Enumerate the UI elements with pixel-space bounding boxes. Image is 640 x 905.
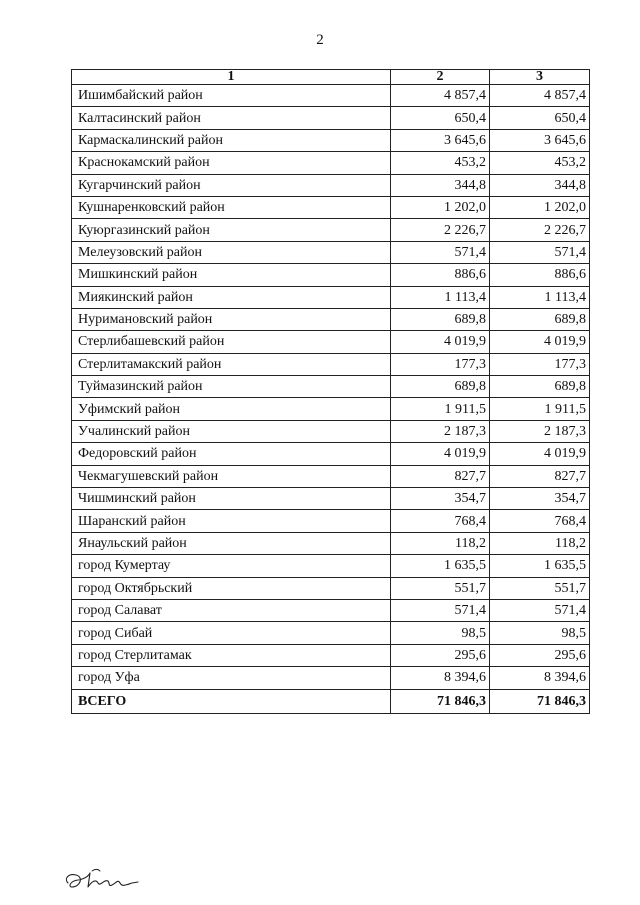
amount-cell-col3: 1 635,5 [490,555,590,577]
amount-cell-col3: 650,4 [490,107,590,129]
allocation-table [71,69,590,714]
amount-cell-col2: 98,5 [391,622,490,644]
amount-cell-col3: 344,8 [490,174,590,196]
district-name-cell: Ишимбайский район [72,85,391,107]
amount-cell-col2: 689,8 [391,308,490,330]
district-name-cell: Калтасинский район [72,107,391,129]
table-row [72,532,590,554]
amount-cell-col2: 3 645,6 [391,129,490,151]
amount-cell-col2: 551,7 [391,577,490,599]
total-amount-col3: 71 846,3 [490,689,590,713]
amount-cell-col2: 1 202,0 [391,196,490,218]
amount-cell-col2: 8 394,6 [391,667,490,689]
amount-cell-col2: 118,2 [391,532,490,554]
district-name-cell: Кармаскалинский район [72,129,391,151]
district-name-cell: Краснокамский район [72,152,391,174]
column-header-2: 2 [391,70,490,85]
amount-cell-col2: 571,4 [391,241,490,263]
amount-cell-col2: 827,7 [391,465,490,487]
table-row [72,376,590,398]
table-row [72,241,590,263]
table-row [72,644,590,666]
district-name-cell: город Стерлитамак [72,644,391,666]
amount-cell-col3: 768,4 [490,510,590,532]
amount-cell-col2: 2 187,3 [391,420,490,442]
handwritten-signature [62,865,142,893]
amount-cell-col3: 2 187,3 [490,420,590,442]
table-row [72,465,590,487]
district-name-cell: Нуримановский район [72,308,391,330]
table-row [72,174,590,196]
district-name-cell: Туймазинский район [72,376,391,398]
table-row [72,398,590,420]
district-name-cell: Янаульский район [72,532,391,554]
table-row [72,577,590,599]
column-header-1: 1 [72,70,391,85]
amount-cell-col2: 768,4 [391,510,490,532]
amount-cell-col2: 2 226,7 [391,219,490,241]
amount-cell-col3: 689,8 [490,376,590,398]
table-row [72,219,590,241]
amount-cell-col3: 886,6 [490,264,590,286]
district-name-cell: Кушнаренковский район [72,196,391,218]
district-name-cell: Стерлитамакский район [72,353,391,375]
amount-cell-col2: 453,2 [391,152,490,174]
amount-cell-col2: 4 857,4 [391,85,490,107]
amount-cell-col2: 4 019,9 [391,331,490,353]
amount-cell-col3: 689,8 [490,308,590,330]
district-name-cell: Чишминский район [72,488,391,510]
amount-cell-col3: 827,7 [490,465,590,487]
district-name-cell: Федоровский район [72,443,391,465]
amount-cell-col3: 98,5 [490,622,590,644]
amount-cell-col3: 118,2 [490,532,590,554]
amount-cell-col2: 689,8 [391,376,490,398]
amount-cell-col3: 571,4 [490,241,590,263]
table-row [72,308,590,330]
column-header-3: 3 [490,70,590,85]
table-body [72,85,590,714]
district-name-cell: Учалинский район [72,420,391,442]
district-name-cell: город Октябрьский [72,577,391,599]
table-row [72,420,590,442]
amount-cell-col3: 4 019,9 [490,331,590,353]
amount-cell-col3: 453,2 [490,152,590,174]
table-row [72,85,590,107]
table-row [72,599,590,621]
amount-cell-col3: 4 857,4 [490,85,590,107]
amount-cell-col2: 4 019,9 [391,443,490,465]
table-row [72,107,590,129]
amount-cell-col3: 571,4 [490,599,590,621]
district-name-cell: Уфимский район [72,398,391,420]
total-row [72,689,590,713]
amount-cell-col3: 2 226,7 [490,219,590,241]
district-name-cell: Мишкинский район [72,264,391,286]
district-name-cell: Стерлибашевский район [72,331,391,353]
amount-cell-col3: 295,6 [490,644,590,666]
district-name-cell: город Салават [72,599,391,621]
page-number: 2 [316,32,324,48]
amount-cell-col3: 177,3 [490,353,590,375]
district-name-cell: Кугарчинский район [72,174,391,196]
amount-cell-col3: 1 202,0 [490,196,590,218]
table-row [72,264,590,286]
table-row [72,443,590,465]
amount-cell-col3: 1 113,4 [490,286,590,308]
district-name-cell: город Кумертау [72,555,391,577]
amount-cell-col2: 1 635,5 [391,555,490,577]
table-row [72,667,590,689]
table-row [72,331,590,353]
district-name-cell: Куюргазинский район [72,219,391,241]
amount-cell-col3: 1 911,5 [490,398,590,420]
table-row [72,353,590,375]
table-row [72,152,590,174]
amount-cell-col2: 354,7 [391,488,490,510]
district-name-cell: город Сибай [72,622,391,644]
district-name-cell: Миякинский район [72,286,391,308]
amount-cell-col3: 8 394,6 [490,667,590,689]
district-name-cell: Мелеузовский район [72,241,391,263]
table-row [72,488,590,510]
amount-cell-col2: 1 911,5 [391,398,490,420]
table-row [72,129,590,151]
amount-cell-col3: 551,7 [490,577,590,599]
table-row [72,196,590,218]
amount-cell-col2: 344,8 [391,174,490,196]
table-header-row [72,70,590,85]
table-row [72,510,590,532]
amount-cell-col2: 886,6 [391,264,490,286]
table-row [72,622,590,644]
table-row [72,555,590,577]
total-amount-col2: 71 846,3 [391,689,490,713]
total-label-cell: ВСЕГО [72,689,391,713]
district-name-cell: город Уфа [72,667,391,689]
amount-cell-col2: 177,3 [391,353,490,375]
amount-cell-col2: 295,6 [391,644,490,666]
amount-cell-col2: 1 113,4 [391,286,490,308]
amount-cell-col2: 650,4 [391,107,490,129]
amount-cell-col3: 3 645,6 [490,129,590,151]
amount-cell-col3: 4 019,9 [490,443,590,465]
district-name-cell: Шаранский район [72,510,391,532]
amount-cell-col3: 354,7 [490,488,590,510]
amount-cell-col2: 571,4 [391,599,490,621]
table-row [72,286,590,308]
district-name-cell: Чекмагушевский район [72,465,391,487]
